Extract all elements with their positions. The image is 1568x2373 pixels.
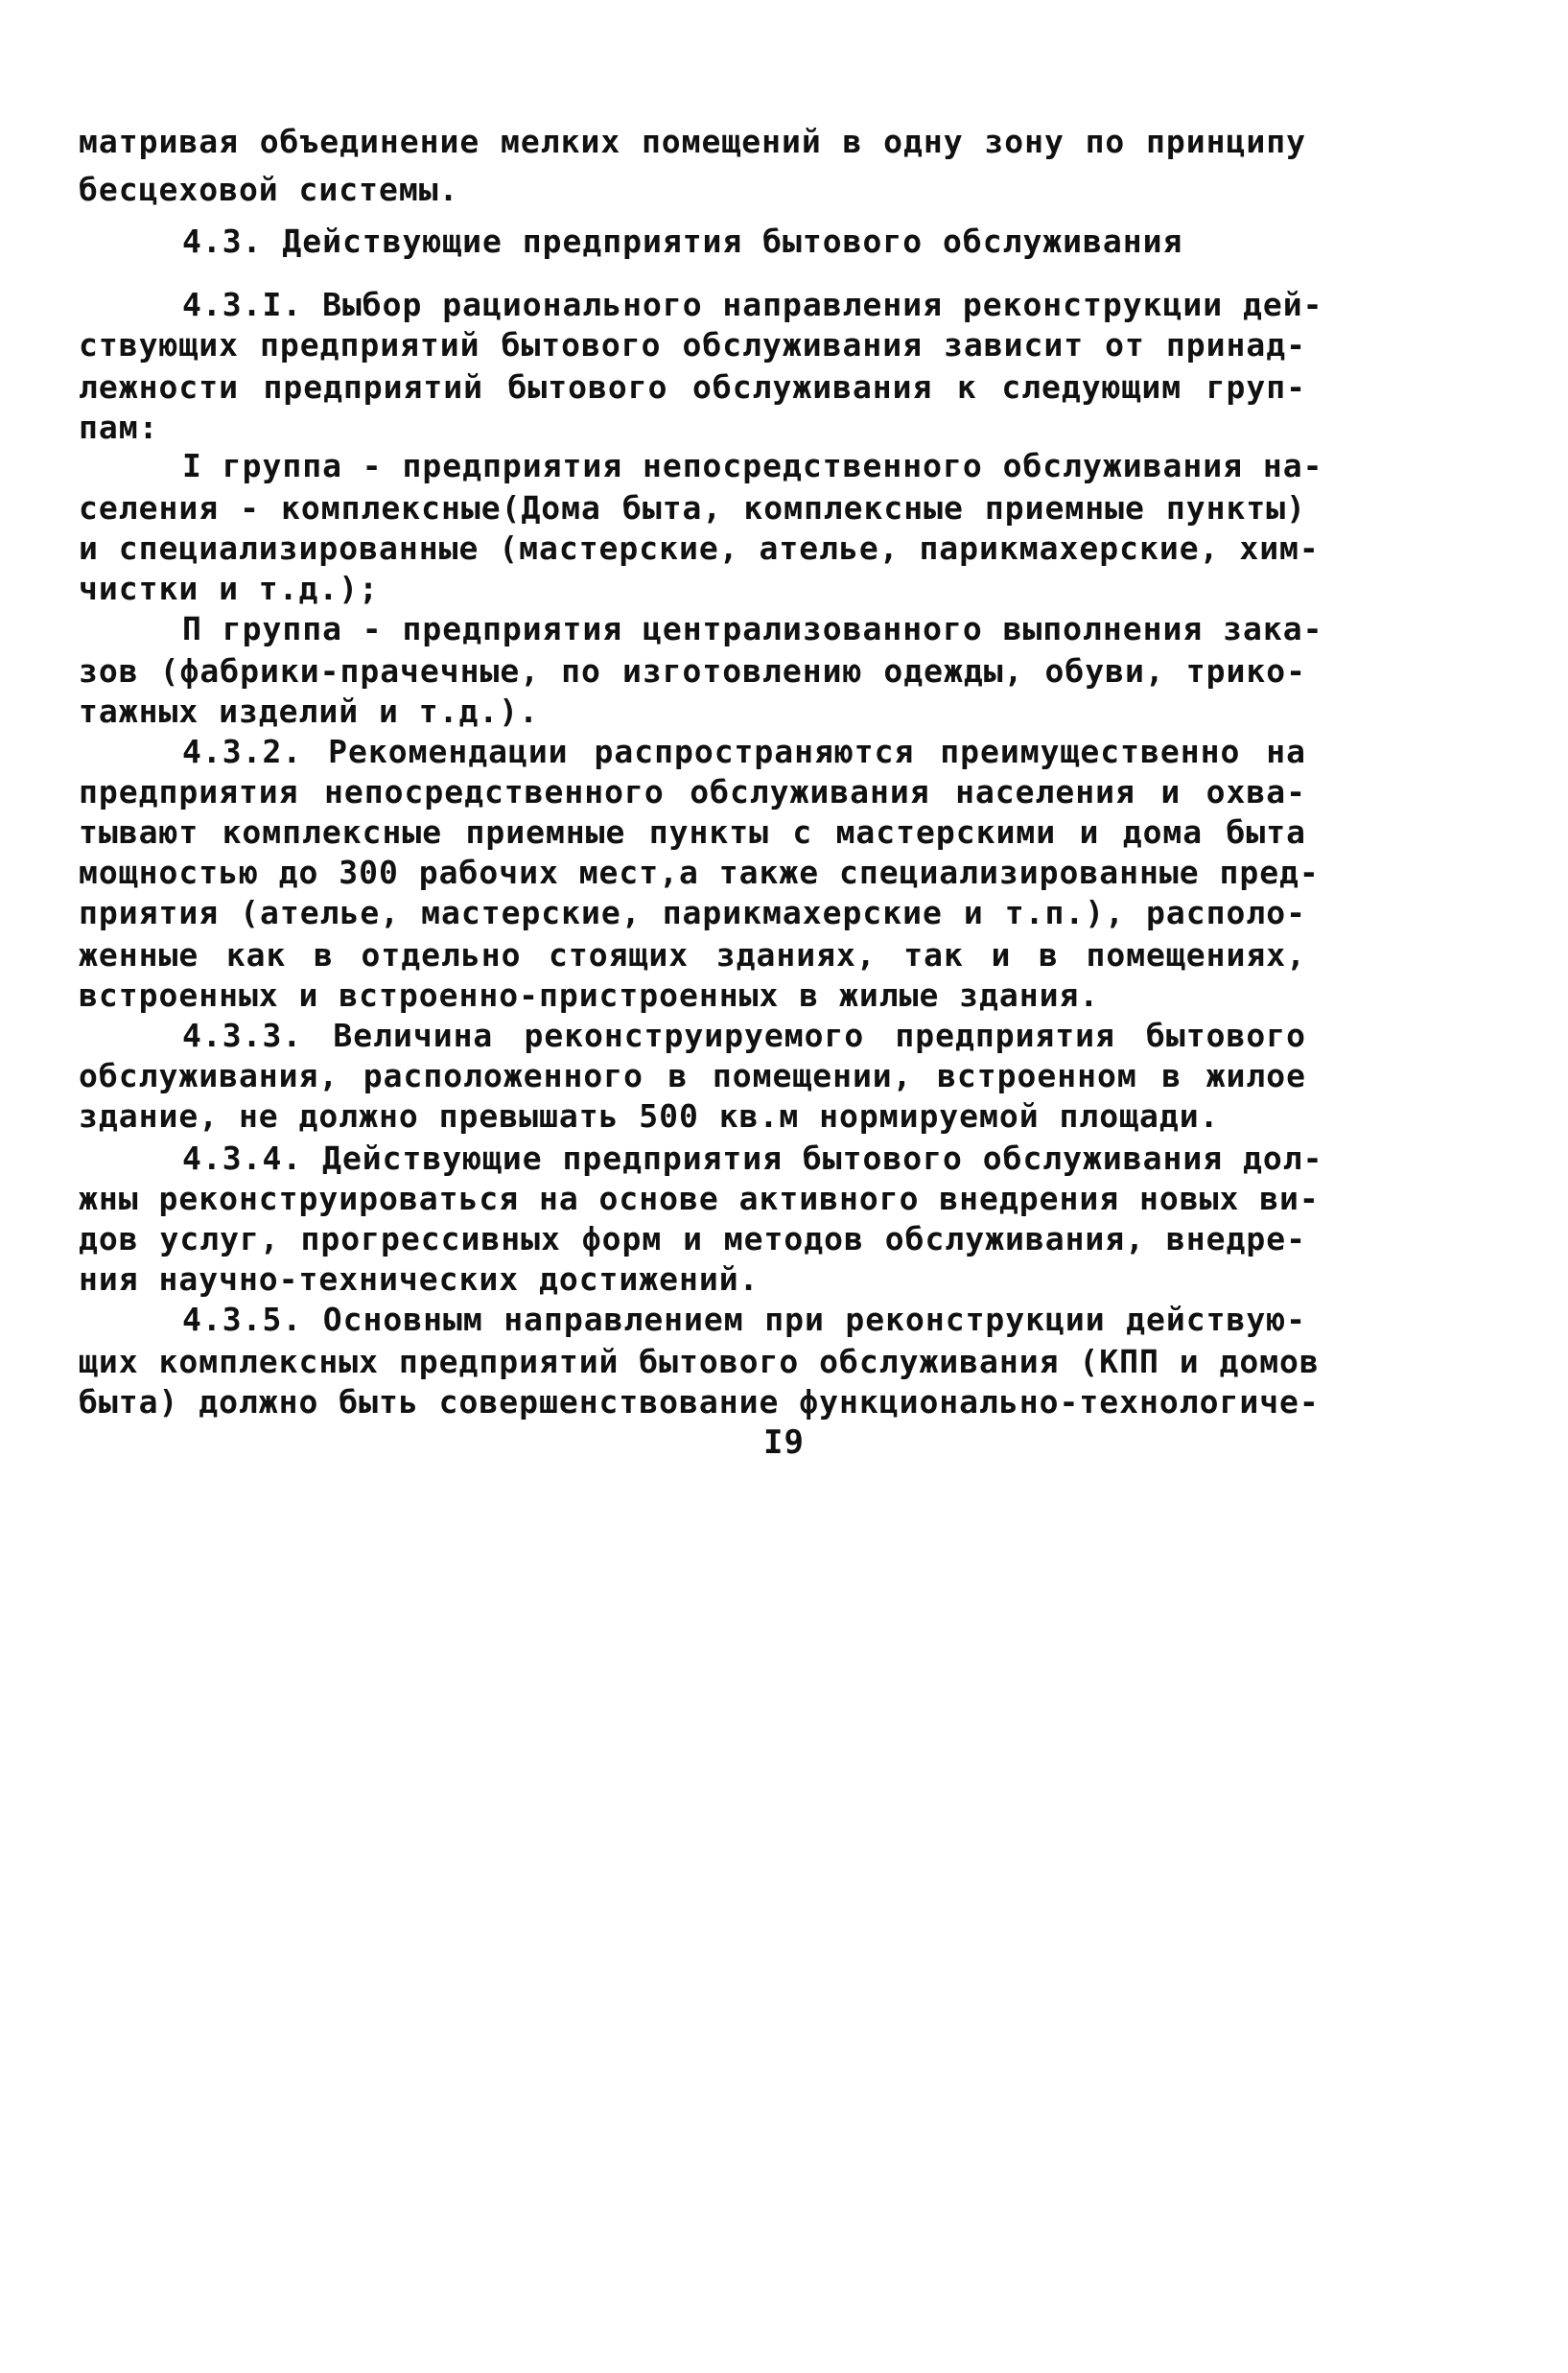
text-line-5: ствующих предприятий бытового обслуживания зависит от принад-: [79, 326, 1306, 364]
text-line-12: П группа - предприятия централизованного выполнения зака-: [182, 610, 1323, 647]
text-line-7: пам:: [79, 409, 159, 446]
text-line-17: тывают комплексные приемные пункты с мастерскими и дома быта: [79, 813, 1306, 851]
section-heading: 4.3. Действующие предприятия бытового обслуживания: [182, 223, 1183, 260]
text-line-13: зов (фабрики-прачечные, по изготовлению одежды, обуви, трико-: [79, 652, 1306, 690]
text-line-16: предприятия непосредственного обслуживания населения и охва-: [79, 773, 1306, 811]
text-line-27: дов услуг, прогрессивных форм и методов обслуживания, внедре-: [79, 1220, 1306, 1257]
text-line-8: I группа - предприятия непосредственного обслуживания на-: [182, 447, 1323, 484]
text-line-25: 4.3.4. Действующие предприятия бытового обслуживания дол-: [182, 1140, 1323, 1177]
text-line-14: тажных изделий и т.д.).: [79, 693, 539, 730]
text-line-24: здание, не должно превышать 500 кв.м нормируемой площади.: [79, 1097, 1220, 1135]
text-line-15: 4.3.2. Рекомендации распространяются преимущественно на: [182, 733, 1306, 770]
text-line-18: мощностью до 300 рабочих мест,а также специализированные пред-: [79, 854, 1320, 891]
text-line-20: женные как в отдельно стоящих зданиях, так и в помещениях,: [79, 936, 1306, 974]
text-line-28: ния научно-технических достижений.: [79, 1260, 760, 1298]
text-line-9: селения - комплексные(Дома быта, комплексные приемные пункты): [79, 489, 1306, 527]
text-line-1: матривая объединение мелких помещений в одну зону по принципу: [79, 123, 1306, 160]
text-line-26: жны реконструироваться на основе активного внедрения новых ви-: [79, 1180, 1320, 1217]
text-line-10: и специализированные (мастерские, ателье, парикмахерские, хим-: [79, 529, 1320, 567]
text-line-23: обслуживания, расположенного в помещении, встроенном в жилое: [79, 1057, 1306, 1094]
text-line-6: лежности предприятий бытового обслуживания к следующим груп-: [79, 368, 1306, 406]
text-line-19: приятия (ателье, мастерские, парикмахерские и т.п.), располо-: [79, 894, 1306, 931]
text-line-29: 4.3.5. Основным направлением при реконструкции действую-: [182, 1301, 1306, 1338]
text-line-21: встроенных и встроенно-пристроенных в жилые здания.: [79, 976, 1100, 1014]
text-line-4: 4.3.I. Выбор рационального направления реконструкции дей-: [182, 286, 1323, 323]
text-line-30: щих комплексных предприятий бытового обслуживания (КПП и домов: [79, 1343, 1320, 1380]
text-line-31: быта) должно быть совершенствование функционально-технологиче-: [79, 1383, 1320, 1421]
text-line-22: 4.3.3. Величина реконструируемого предприятия бытового: [182, 1017, 1306, 1054]
page-number: I9: [763, 1423, 805, 1462]
text-line-2: бесцеховой системы.: [79, 171, 459, 208]
text-line-11: чистки и т.д.);: [79, 570, 380, 607]
